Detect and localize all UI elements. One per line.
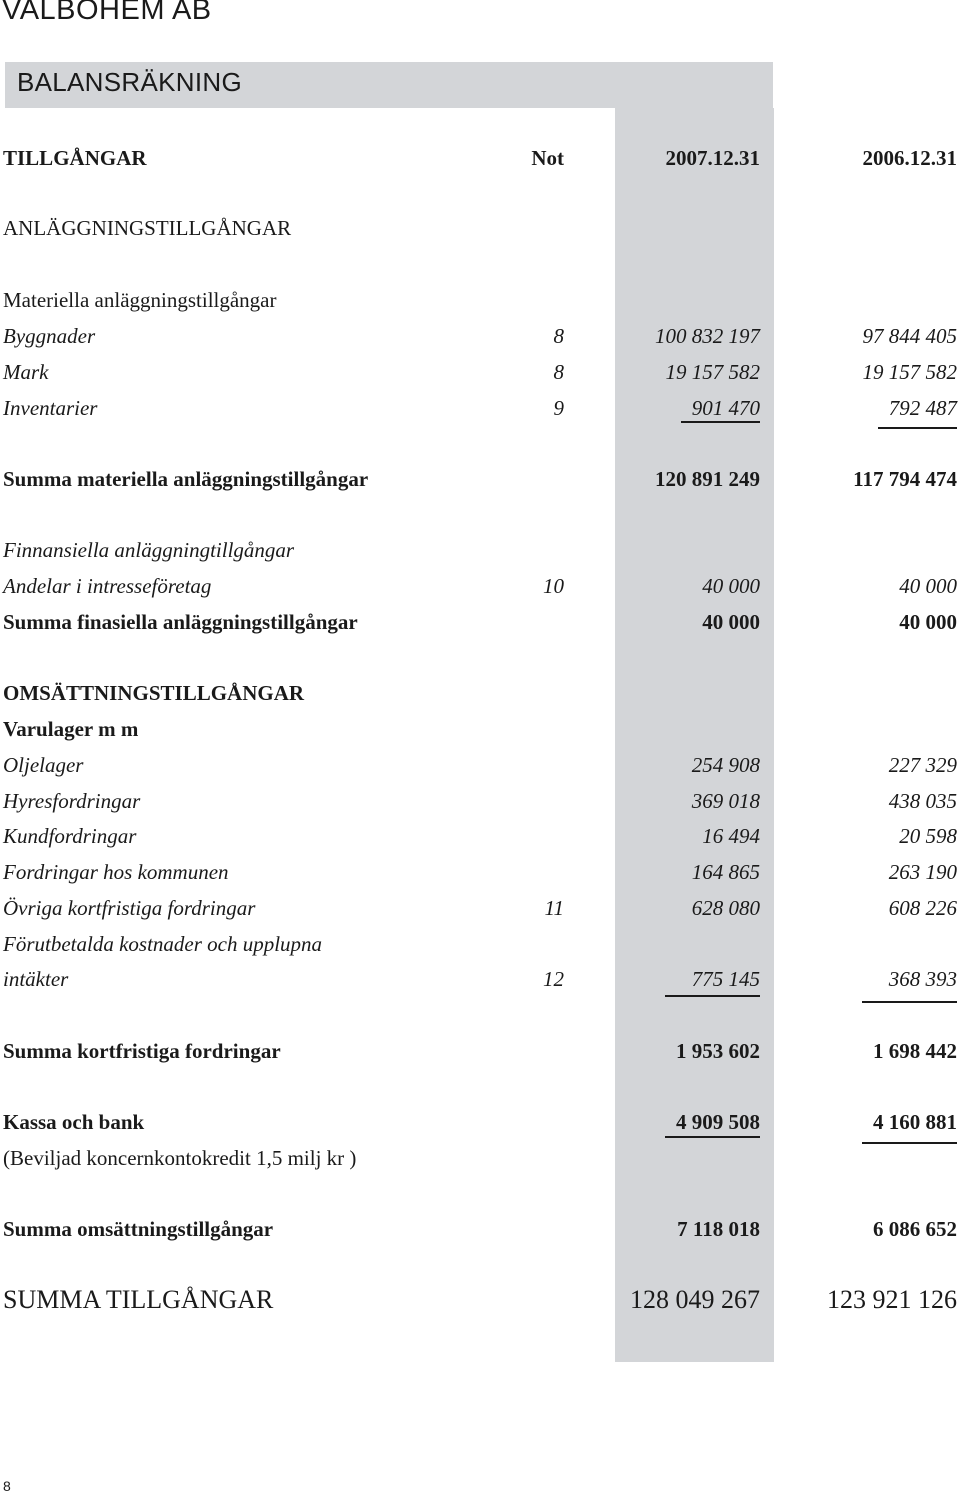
- table-row: [0, 818, 960, 854]
- row-value-2007: 40 000: [702, 574, 760, 598]
- row-value-2007: 901 470: [691, 396, 760, 420]
- grand-total-row: [0, 1280, 960, 1320]
- subtotal-row: [0, 1211, 960, 1247]
- row-value-2006: 4 160 881: [873, 1110, 957, 1134]
- row-label: Summa materiella anläggningstillgångar: [3, 467, 369, 491]
- row-value-2006: 123 921 126: [827, 1285, 957, 1314]
- table-row: [0, 568, 960, 604]
- row-value-2007: 100 832 197: [655, 324, 760, 348]
- subtotal-row: [0, 1033, 960, 1069]
- table-row: [0, 747, 960, 783]
- row-value-2006: 438 035: [888, 789, 957, 813]
- subsection-heading: [0, 282, 960, 318]
- row-value-2006: 19 157 582: [862, 360, 957, 384]
- company-name: VALBOHEM AB: [2, 0, 212, 26]
- row-note: 8: [553, 360, 564, 384]
- row-value-2007: 19 157 582: [665, 360, 760, 384]
- row-value-2007: 254 908: [691, 753, 760, 777]
- row-note: 8: [553, 324, 564, 348]
- row-label: Övriga kortfristiga fordringar: [3, 896, 256, 920]
- row-label: OMSÄTTNINGSTILLGÅNGAR: [3, 681, 305, 705]
- row-label: Materiella anläggningstillgångar: [3, 288, 277, 312]
- underline: [862, 1001, 957, 1003]
- table-row: [0, 1140, 960, 1176]
- row-note: 10: [543, 574, 564, 598]
- row-label: (Beviljad koncernkontokredit 1,5 milj kr ): [3, 1146, 357, 1170]
- row-value-2006: 368 393: [888, 967, 957, 991]
- table-row: [0, 783, 960, 819]
- row-label: intäkter: [3, 967, 69, 991]
- row-value-2007: 164 865: [691, 860, 760, 884]
- row-note: 9: [553, 396, 564, 420]
- header-note: Not: [531, 146, 564, 170]
- header-label: TILLGÅNGAR: [3, 146, 147, 170]
- row-label: Mark: [3, 360, 49, 384]
- header-col-2007: 2007.12.31: [665, 146, 760, 170]
- section-heading: [0, 210, 960, 246]
- row-value-2007: 16 494: [702, 824, 760, 848]
- row-label: Summa omsättningstillgångar: [3, 1217, 274, 1241]
- row-value-2007: 628 080: [691, 896, 760, 920]
- table-row: [0, 318, 960, 354]
- row-value-2007: 1 953 602: [676, 1039, 760, 1063]
- subtotal-row: [0, 604, 960, 640]
- underline: [681, 421, 760, 423]
- subtotal-row: [0, 461, 960, 497]
- row-label: Varulager m m: [3, 717, 139, 741]
- row-label: Fordringar hos kommunen: [3, 860, 229, 884]
- row-label: Kassa och bank: [3, 1110, 145, 1134]
- row-label: Oljelager: [3, 753, 84, 777]
- row-label: Byggnader: [3, 324, 96, 348]
- row-value-2006: 97 844 405: [862, 324, 957, 348]
- table-row: [0, 890, 960, 926]
- row-note: 11: [544, 896, 564, 920]
- row-value-2006: 6 086 652: [873, 1217, 957, 1241]
- row-label: Hyresfordringar: [3, 789, 141, 813]
- underline: [878, 427, 957, 429]
- page-title: BALANSRÄKNING: [17, 67, 242, 97]
- row-value-2006: 227 329: [888, 753, 957, 777]
- table-row: [0, 1104, 960, 1140]
- table-row: [0, 961, 960, 997]
- row-value-2006: 40 000: [899, 610, 957, 634]
- row-value-2007: 369 018: [691, 789, 760, 813]
- title-bar: [5, 62, 773, 108]
- table-row: [0, 854, 960, 890]
- header-col-2006: 2006.12.31: [862, 146, 957, 170]
- column-header-row: [0, 140, 960, 176]
- row-label: Summa finasiella anläggningstillgångar: [3, 610, 358, 634]
- row-value-2006: 40 000: [899, 574, 957, 598]
- row-value-2007: 128 049 267: [630, 1285, 760, 1314]
- section-heading: [0, 675, 960, 711]
- row-value-2007: 7 118 018: [677, 1217, 760, 1241]
- table-row: [0, 926, 960, 962]
- row-value-2006: 792 487: [888, 396, 957, 420]
- row-note: 12: [543, 967, 564, 991]
- underline: [665, 1136, 760, 1138]
- row-label: Finnansiella anläggningtillgångar: [3, 538, 295, 562]
- table-row: [0, 354, 960, 390]
- row-value-2006: 20 598: [899, 824, 957, 848]
- underline: [665, 995, 760, 997]
- row-label: Andelar i intresseföretag: [3, 574, 212, 598]
- row-value-2007: 4 909 508: [676, 1110, 760, 1134]
- row-label: SUMMA TILLGÅNGAR: [3, 1285, 274, 1314]
- row-label: Förutbetalda kostnader och upplupna: [3, 932, 323, 956]
- subsection-heading: [0, 532, 960, 568]
- table-row: [0, 390, 960, 426]
- row-label: Summa kortfristiga fordringar: [3, 1039, 281, 1063]
- row-value-2007: 40 000: [702, 610, 760, 634]
- row-value-2006: 117 794 474: [853, 467, 957, 491]
- subsection-heading: [0, 711, 960, 747]
- row-value-2006: 1 698 442: [873, 1039, 957, 1063]
- page-number: 8: [3, 1478, 11, 1494]
- row-value-2007: 120 891 249: [655, 467, 760, 491]
- row-label: Kundfordringar: [3, 824, 137, 848]
- row-value-2006: 263 190: [888, 860, 957, 884]
- row-value-2007: 775 145: [691, 967, 760, 991]
- row-label: ANLÄGGNINGSTILLGÅNGAR: [3, 216, 292, 240]
- row-label: Inventarier: [3, 396, 98, 420]
- row-value-2006: 608 226: [888, 896, 957, 920]
